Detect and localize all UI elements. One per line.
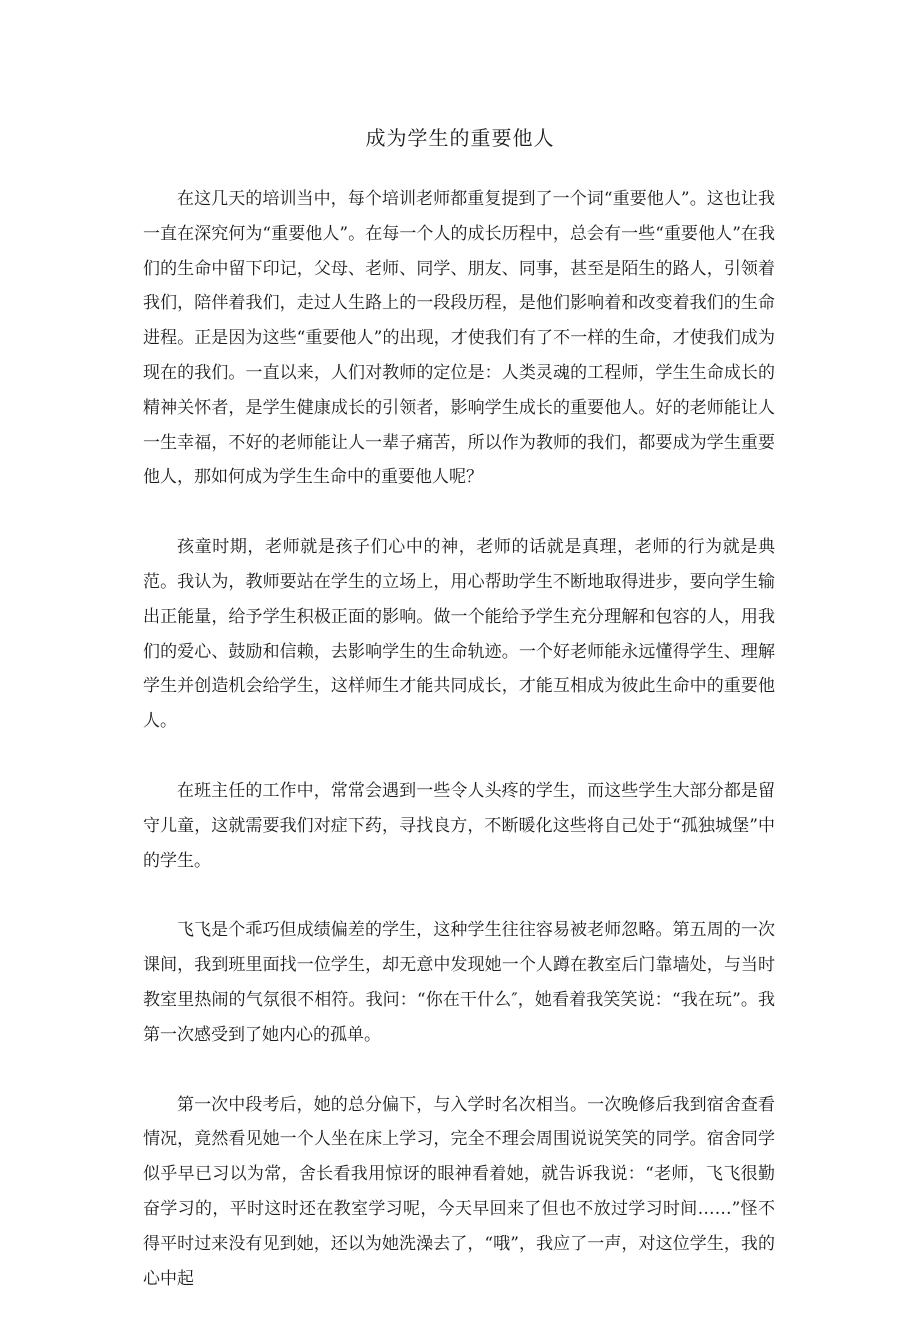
paragraph-1: 在这几天的培训当中，每个培训老师都重复提到了一个词“重要他人”。这也让我一直在深究何为“重要他人”。在每一个人的成长历程中，总会有一些“重要他人”在我们的生命中留下印记，父母、老师、同学、朋友、同事，甚至是陌生的路人，引领着我们，陪伴着我们，走过人生路上的一段段历程，是他们影响着和改变着我们的生命进程。正是因为这些“重要他人”的出现，才使我们有了不一样的生命，才使我们成为现在的我们。一直以来，人们对教师的定位是：人类灵魂的工程师，学生生命成长的精神关怀者，是学生健康成长的引领者，影响学生成长的重要他人。好的老师能让人一生幸福，不好的老师能让人一辈子痛苦，所以作为教师的我们，都要成为学生重要他人，那如何成为学生生命中的重要他人呢？ (143, 189, 775, 488)
document-title: 成为学生的重要他人 (365, 126, 555, 150)
paragraph-3: 在班主任的工作中，常常会遇到一些令人头疼的学生，而这些学生大部分都是留守儿童，这就需要我们对症下药，寻找良方，不断暖化这些将自己处于“孤独城堡”中的学生。 (143, 780, 775, 871)
paragraph-5: 第一次中段考后，她的总分偏下，与入学时名次相当。一次晚修后我到宿舍查看情况，竟然看见她一个人坐在床上学习，完全不理会周围说说笑笑的同学。宿舍同学似乎早已习以为常，舍长看我用惊讶的眼神看着她，就告诉我说：“老师，飞飞很勤奋学习的，平时这时还在教室学习呢，今天早回来了但也不放过学习时间……”怪不得平时过来没有见到她，还以为她洗澡去了，“哦”，我应了一声，对这位学生，我的心中起 (143, 1094, 775, 1289)
document-body (143, 182, 775, 1331)
paragraph-4: 飞飞是个乖巧但成绩偏差的学生，这种学生往往容易被老师忽略。第五周的一次课间，我到班里面找一位学生，却无意中发现她一个人蹲在教室后门靠墙处，与当时教室里热闹的气氛很不相符。我问：“你在干什么″，她看着我笑笑说：“我在玩”。我第一次感受到了她内心的孤单。 (143, 920, 775, 1045)
paragraph-2: 孩童时期，老师就是孩子们心中的神，老师的话就是真理，老师的行为就是典范。我认为，教师要站在学生的立场上，用心帮助学生不断地取得进步，要向学生输出正能量，给予学生积极正面的影响。做一个能给予学生充分理解和包容的人，用我们的爱心、鼓励和信赖，去影响学生的生命轨迹。一个好老师能永远懂得学生、理解学生并创造机会给学生，这样师生才能共同成长，才能互相成为彼此生命中的重要他人。 (143, 537, 775, 732)
